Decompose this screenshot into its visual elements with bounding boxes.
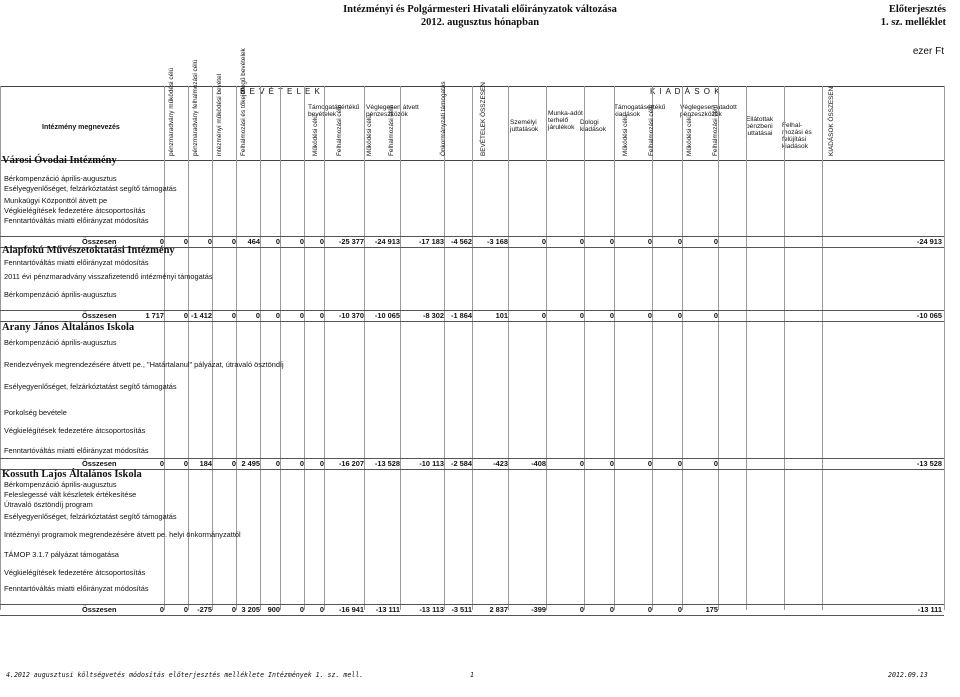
total-value: -10 065 xyxy=(374,311,400,320)
total-value: 0 xyxy=(713,237,718,246)
total-value: -4 562 xyxy=(451,237,472,246)
column-header-r6: Felhalmozási célú xyxy=(336,104,343,156)
total-value: 0 xyxy=(183,605,188,614)
total-value: 0 xyxy=(275,311,280,320)
total-value: 1 717 xyxy=(145,311,164,320)
total-value: -16 941 xyxy=(338,605,364,614)
total-value: 0 xyxy=(677,459,682,468)
total-value: -10 113 xyxy=(419,459,444,468)
total-value: 0 xyxy=(647,237,652,246)
total-value: -423 xyxy=(493,459,508,468)
total-value: 0 xyxy=(183,459,188,468)
bevetelek-label: B E V É T E L E K xyxy=(240,87,321,96)
column-header-r13: Működési célú xyxy=(686,115,693,156)
total-value: 0 xyxy=(541,237,546,246)
table-row-label: Rendezvények megrendezésére átvett pe., "Határtalanul" pályázat, útravaló ösztöndíj xyxy=(4,360,284,369)
total-value: 0 xyxy=(275,459,280,468)
total-value: 0 xyxy=(579,311,584,320)
total-value: -1 412 xyxy=(191,311,212,320)
column-header-r11: Működési célú xyxy=(622,115,629,156)
column-header-r2: pénzmaradvány felhalmozási célú xyxy=(192,59,199,156)
header-right-2: 1. sz. melléklet xyxy=(880,17,946,28)
total-value: 0 xyxy=(647,605,652,614)
total-value: -1 864 xyxy=(451,311,472,320)
total-value: 0 xyxy=(609,237,614,246)
table-row-label: Feleslegessé vált készletek értékesítése xyxy=(4,490,137,499)
total-value: 0 xyxy=(231,237,236,246)
total-value: 0 xyxy=(579,459,584,468)
col-felhalm: Felhal-mozási és felújítási kiadások xyxy=(782,122,812,150)
total-value: 175 xyxy=(705,605,718,614)
table-row-label: Végkielégítések fedezetére átcsoportosítás xyxy=(4,426,146,435)
total-row xyxy=(0,310,944,322)
column-header-r15: KIADÁSOK ÖSSZESEN xyxy=(828,86,835,156)
total-value: 2 837 xyxy=(489,605,508,614)
table-row-label: Bérkompenzáció április-augusztus xyxy=(4,290,117,299)
table-row-label: Esélyegyenlőséget, felzárkóztatást segítő támogatás xyxy=(4,512,177,521)
total-value: 0 xyxy=(677,237,682,246)
total-value: 0 xyxy=(541,311,546,320)
section-title: Arany János Általános Iskola xyxy=(2,322,135,333)
total-value: 0 xyxy=(713,459,718,468)
column-divider xyxy=(0,86,1,610)
total-value: 0 xyxy=(319,459,324,468)
total-value: 0 xyxy=(183,237,188,246)
unit-label: ezer Ft xyxy=(912,46,944,57)
total-value: -10 370 xyxy=(338,311,364,320)
table-row-label: Bérkompenzáció április-augusztus xyxy=(4,480,117,489)
total-value: -10 065 xyxy=(916,311,942,320)
total-label: Összesen xyxy=(82,311,117,320)
total-row xyxy=(0,604,944,616)
total-value: 0 xyxy=(159,459,164,468)
footer-right: 2012.09.13 xyxy=(888,671,928,679)
col-szemelyi: Személyi juttatások xyxy=(510,119,539,133)
column-divider xyxy=(784,86,785,610)
total-label: Összesen xyxy=(82,605,117,614)
header-right-1: Előterjesztés xyxy=(888,4,946,15)
table-row-label: Esélyegyenlőséget, felzárkóztatást segítő támogatás xyxy=(4,382,177,391)
column-divider xyxy=(546,86,547,610)
total-value: 0 xyxy=(159,237,164,246)
column-divider xyxy=(584,86,585,610)
column-divider xyxy=(944,86,945,610)
column-divider xyxy=(614,86,615,610)
total-value: 0 xyxy=(647,311,652,320)
table-row-label: Fenntartóváltás miatti előirányzat módosítás xyxy=(4,216,149,225)
col-munkaado: Munka-adót terhelő járulékok xyxy=(548,110,583,131)
table-row-label: TÁMOP 3.1.7 pályázat támogatása xyxy=(4,550,119,559)
col-vegleges-bev: Véglegesen átvett pénzeszközök xyxy=(366,104,419,118)
table-row-label: Porkolség bevétele xyxy=(4,408,67,417)
table-row-label: Fenntartóváltás miatti előirányzat módosítás xyxy=(4,584,149,593)
column-divider xyxy=(304,86,305,610)
total-value: -275 xyxy=(197,605,212,614)
total-value: 0 xyxy=(299,605,304,614)
column-header-r14: Felhalmozási célú xyxy=(712,104,719,156)
total-value: -17 183 xyxy=(418,237,444,246)
total-value: 0 xyxy=(579,237,584,246)
total-value: -13 528 xyxy=(374,459,400,468)
total-value: 0 xyxy=(231,311,236,320)
title-line-2: 2012. augusztus hónapban xyxy=(420,17,540,28)
total-value: 184 xyxy=(199,459,212,468)
total-value: 0 xyxy=(231,459,236,468)
total-value: -13 528 xyxy=(916,459,942,468)
column-divider xyxy=(472,86,473,610)
header-title xyxy=(290,3,670,29)
total-value: 0 xyxy=(231,605,236,614)
total-value: 3 205 xyxy=(241,605,260,614)
total-value: 0 xyxy=(299,237,304,246)
total-value: 0 xyxy=(609,459,614,468)
total-value: 0 xyxy=(275,237,280,246)
total-value: -408 xyxy=(531,459,546,468)
total-value: -399 xyxy=(531,605,546,614)
total-value: 0 xyxy=(299,311,304,320)
column-header-r4: Felhalmozási és tőkejellegű bevételek xyxy=(240,48,247,156)
table-row-label: Esélyegyenlőséget, felzárkóztatást segítő támogatás xyxy=(4,184,177,193)
column-divider xyxy=(508,86,509,610)
column-header-r1: pénzmaradvány működési célú xyxy=(168,67,175,156)
total-value: 0 xyxy=(647,459,652,468)
section-title: Városi Óvodai Intézmény xyxy=(2,155,117,166)
table-row-label: Végkielégítések fedezetére átcsoportosítás xyxy=(4,206,146,215)
table-row-label: 2011 évi pénzmaradvány visszafizetendő intézményi támogatás xyxy=(4,272,213,281)
total-value: 0 xyxy=(609,311,614,320)
table-row-label: Fenntartóváltás miatti előirányzat módosítás xyxy=(4,258,149,267)
total-label: Összesen xyxy=(82,459,117,468)
header-right xyxy=(881,3,946,29)
column-divider xyxy=(400,86,401,610)
total-value: 0 xyxy=(609,605,614,614)
table-row-label: Bérkompenzáció április-augusztus xyxy=(4,174,117,183)
column-header-r7: Működési célú xyxy=(366,115,373,156)
column-header-r9: Önkormányzati támogatás xyxy=(440,81,447,156)
column-divider xyxy=(364,86,365,610)
total-value: -13 111 xyxy=(375,605,400,614)
total-value: 0 xyxy=(713,311,718,320)
section-title: Alapfokú Művészetoktatási Intézmény xyxy=(2,245,175,256)
intezmeny-header: Intézmény megnevezés xyxy=(42,124,120,131)
column-divider xyxy=(718,86,719,610)
total-value: -3 511 xyxy=(451,605,472,614)
column-header-r10: BEVÉTELEK ÖSSZESEN xyxy=(480,82,487,156)
total-value: -13 111 xyxy=(917,605,942,614)
column-divider xyxy=(280,86,281,610)
total-value: -16 207 xyxy=(338,459,364,468)
total-value: 0 xyxy=(319,311,324,320)
table-row-label: Bérkompenzáció április-augusztus xyxy=(4,338,117,347)
total-value: -3 168 xyxy=(487,237,508,246)
table-row-label: Végkielégítések fedezetére átcsoportosítás xyxy=(4,568,146,577)
total-value: 0 xyxy=(579,605,584,614)
column-header-r8: Felhalmozási célú xyxy=(388,104,395,156)
footer-left: 4.2012 augusztusi költségvetés módosítás előterjesztés melléklete Intézmények 1. sz. mell. xyxy=(6,671,364,679)
total-value: 0 xyxy=(677,605,682,614)
col-vegleges-kiad: Véglegesen átadott pénzeszközök xyxy=(680,104,737,118)
column-header-r5: Működési célú xyxy=(312,115,319,156)
column-divider xyxy=(682,86,683,610)
total-value: 0 xyxy=(319,605,324,614)
total-value: 0 xyxy=(207,237,212,246)
total-value: 0 xyxy=(299,459,304,468)
total-value: 101 xyxy=(495,311,508,320)
table-row-label: Fenntartóváltás miatti előirányzat módosítás xyxy=(4,446,149,455)
column-divider xyxy=(260,86,261,610)
footer-page: 1 xyxy=(470,671,474,679)
column-header-r12: Felhalmozási célú xyxy=(648,104,655,156)
title-line-1: Intézményi és Polgármesteri Hivatali előirányzatok változása xyxy=(343,4,617,15)
column-divider xyxy=(746,86,747,610)
total-value: 464 xyxy=(247,237,260,246)
total-value: 0 xyxy=(255,311,260,320)
total-value: -8 302 xyxy=(423,311,444,320)
col-ellatottak: Ellátottak pénzbeni juttatásai xyxy=(746,116,774,137)
column-divider xyxy=(652,86,653,610)
total-label: Összesen xyxy=(82,237,117,246)
column-divider xyxy=(444,86,445,610)
column-divider xyxy=(822,86,823,610)
table-row-label: Útravaló ösztöndíj program xyxy=(4,500,93,509)
section-title: Kossuth Lajos Általános Iskola xyxy=(2,469,142,480)
kiadasok-label: K I A D Á S O K xyxy=(650,87,721,96)
total-value: 0 xyxy=(319,237,324,246)
total-value: -24 913 xyxy=(374,237,400,246)
col-tamogatas-bev: Támogatásértékű bevételek xyxy=(308,104,360,118)
table-row-label: Munkaügyi Központtól átvett pe xyxy=(4,196,108,205)
total-value: 0 xyxy=(159,605,164,614)
total-value: 2 495 xyxy=(241,459,260,468)
total-value: -25 377 xyxy=(338,237,364,246)
col-dologi: Dologi kiadások xyxy=(580,119,607,133)
column-header-r3: intézményi működési bevétel xyxy=(216,73,223,156)
total-value: -2 584 xyxy=(451,459,472,468)
total-value: 900 xyxy=(267,605,280,614)
table-row-label: Intézményi programok megrendezésére átvett pe. helyi önkormányzattól xyxy=(4,530,241,539)
total-value: -13 113 xyxy=(419,605,444,614)
total-value: 0 xyxy=(183,311,188,320)
col-tamogatas-kiad: Támogatásértékű kiadások xyxy=(614,104,666,118)
column-divider xyxy=(324,86,325,610)
total-value: -24 913 xyxy=(916,237,942,246)
total-value: 0 xyxy=(677,311,682,320)
